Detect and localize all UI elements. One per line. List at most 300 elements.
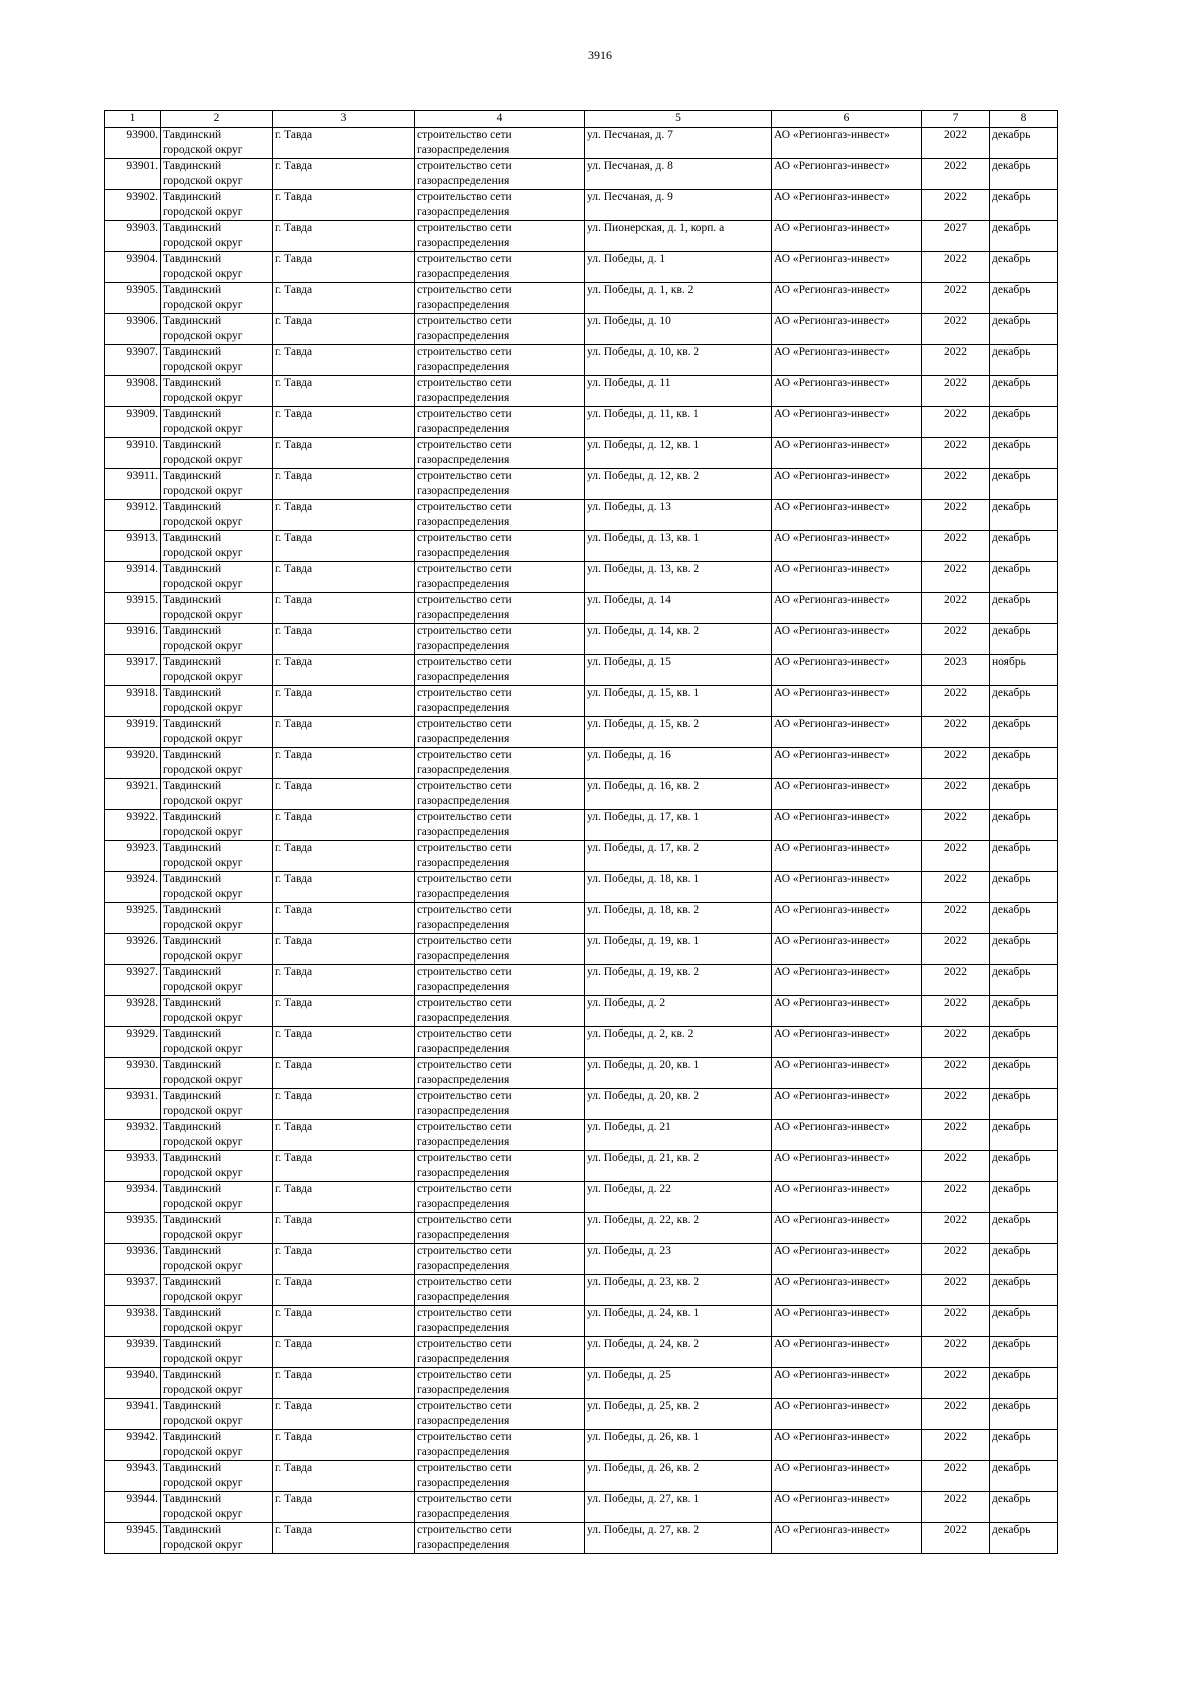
district-cell xyxy=(161,624,273,655)
district-name: Тавдинский xyxy=(163,656,222,668)
district-cell xyxy=(161,903,273,934)
work-type-line-1: строительство сети xyxy=(417,563,512,575)
organization-cell: АО «Регионгаз-инвест» xyxy=(772,1213,922,1244)
month-cell: декабрь xyxy=(990,159,1058,190)
work-type-line-2: газораспределения xyxy=(417,268,510,280)
district-cell xyxy=(161,1089,273,1120)
district-cell xyxy=(161,655,273,686)
table-row xyxy=(105,345,1058,376)
settlement-cell: г. Тавда xyxy=(273,376,415,407)
address-cell: ул. Победы, д. 21, кв. 2 xyxy=(585,1151,772,1182)
settlement-cell: г. Тавда xyxy=(273,934,415,965)
work-type-line-2: газораспределения xyxy=(417,733,510,745)
work-type-cell xyxy=(415,1275,585,1306)
district-type: городской округ xyxy=(163,1260,243,1272)
table-row xyxy=(105,438,1058,469)
district-cell xyxy=(161,128,273,159)
district-type: городской округ xyxy=(163,454,243,466)
work-type-cell xyxy=(415,1120,585,1151)
organization-cell: АО «Регионгаз-инвест» xyxy=(772,500,922,531)
district-cell xyxy=(161,996,273,1027)
address-cell: ул. Победы, д. 19, кв. 1 xyxy=(585,934,772,965)
address-cell: ул. Победы, д. 19, кв. 2 xyxy=(585,965,772,996)
district-type: городской округ xyxy=(163,206,243,218)
work-type-cell xyxy=(415,1430,585,1461)
row-number: 93908. xyxy=(105,376,161,407)
district-cell xyxy=(161,469,273,500)
row-number: 93930. xyxy=(105,1058,161,1089)
district-name: Тавдинский xyxy=(163,470,222,482)
table-row xyxy=(105,934,1058,965)
row-number: 93940. xyxy=(105,1368,161,1399)
settlement-cell: г. Тавда xyxy=(273,1275,415,1306)
organization-cell: АО «Регионгаз-инвест» xyxy=(772,1523,922,1554)
year-cell: 2022 xyxy=(922,283,990,314)
address-cell: ул. Победы, д. 16, кв. 2 xyxy=(585,779,772,810)
month-cell: декабрь xyxy=(990,345,1058,376)
settlement-cell: г. Тавда xyxy=(273,686,415,717)
district-name: Тавдинский xyxy=(163,1524,222,1536)
work-type-line-2: газораспределения xyxy=(417,547,510,559)
organization-cell: АО «Регионгаз-инвест» xyxy=(772,1368,922,1399)
address-cell: ул. Победы, д. 27, кв. 2 xyxy=(585,1523,772,1554)
district-type: городской округ xyxy=(163,1229,243,1241)
month-cell: декабрь xyxy=(990,624,1058,655)
work-type-cell xyxy=(415,996,585,1027)
district-cell xyxy=(161,1151,273,1182)
year-cell: 2022 xyxy=(922,562,990,593)
work-type-line-1: строительство сети xyxy=(417,1493,512,1505)
district-cell xyxy=(161,1213,273,1244)
year-cell: 2027 xyxy=(922,221,990,252)
row-number: 93939. xyxy=(105,1337,161,1368)
district-name: Тавдинский xyxy=(163,1059,222,1071)
address-cell: ул. Победы, д. 20, кв. 2 xyxy=(585,1089,772,1120)
organization-cell: АО «Регионгаз-инвест» xyxy=(772,314,922,345)
district-cell xyxy=(161,314,273,345)
row-number: 93927. xyxy=(105,965,161,996)
settlement-cell: г. Тавда xyxy=(273,159,415,190)
work-type-line-2: газораспределения xyxy=(417,330,510,342)
work-type-line-2: газораспределения xyxy=(417,454,510,466)
year-cell: 2022 xyxy=(922,903,990,934)
settlement-cell: г. Тавда xyxy=(273,748,415,779)
address-cell: ул. Победы, д. 27, кв. 1 xyxy=(585,1492,772,1523)
work-type-line-2: газораспределения xyxy=(417,175,510,187)
year-cell: 2022 xyxy=(922,500,990,531)
settlement-cell: г. Тавда xyxy=(273,996,415,1027)
settlement-cell: г. Тавда xyxy=(273,1337,415,1368)
work-type-cell xyxy=(415,407,585,438)
year-cell: 2022 xyxy=(922,1089,990,1120)
district-cell xyxy=(161,283,273,314)
table-row xyxy=(105,779,1058,810)
table-row xyxy=(105,221,1058,252)
district-cell xyxy=(161,376,273,407)
district-name: Тавдинский xyxy=(163,1183,222,1195)
work-type-line-1: строительство сети xyxy=(417,439,512,451)
district-cell xyxy=(161,159,273,190)
work-type-line-1: строительство сети xyxy=(417,811,512,823)
work-type-line-2: газораспределения xyxy=(417,702,510,714)
district-type: городской округ xyxy=(163,1198,243,1210)
work-type-line-2: газораспределения xyxy=(417,671,510,683)
address-cell: ул. Победы, д. 23 xyxy=(585,1244,772,1275)
month-cell: декабрь xyxy=(990,903,1058,934)
address-cell: ул. Победы, д. 23, кв. 2 xyxy=(585,1275,772,1306)
work-type-line-2: газораспределения xyxy=(417,423,510,435)
work-type-line-1: строительство сети xyxy=(417,1121,512,1133)
organization-cell: АО «Регионгаз-инвест» xyxy=(772,1120,922,1151)
work-type-line-1: строительство сети xyxy=(417,1245,512,1257)
address-cell: ул. Победы, д. 20, кв. 1 xyxy=(585,1058,772,1089)
month-cell: декабрь xyxy=(990,562,1058,593)
table-row xyxy=(105,1151,1058,1182)
settlement-cell: г. Тавда xyxy=(273,1523,415,1554)
address-cell: ул. Песчаная, д. 8 xyxy=(585,159,772,190)
month-cell: декабрь xyxy=(990,1461,1058,1492)
district-cell xyxy=(161,1430,273,1461)
district-cell xyxy=(161,500,273,531)
district-name: Тавдинский xyxy=(163,935,222,947)
month-cell: декабрь xyxy=(990,1523,1058,1554)
row-number: 93909. xyxy=(105,407,161,438)
row-number: 93933. xyxy=(105,1151,161,1182)
settlement-cell: г. Тавда xyxy=(273,252,415,283)
work-type-line-1: строительство сети xyxy=(417,1400,512,1412)
column-header-8: 8 xyxy=(990,111,1058,128)
table-row xyxy=(105,748,1058,779)
work-type-line-1: строительство сети xyxy=(417,687,512,699)
address-cell: ул. Победы, д. 22, кв. 2 xyxy=(585,1213,772,1244)
year-cell: 2022 xyxy=(922,1430,990,1461)
table-row xyxy=(105,1368,1058,1399)
district-name: Тавдинский xyxy=(163,1493,222,1505)
table-row xyxy=(105,593,1058,624)
row-number: 93936. xyxy=(105,1244,161,1275)
year-cell: 2022 xyxy=(922,748,990,779)
work-type-cell xyxy=(415,655,585,686)
work-type-cell xyxy=(415,1306,585,1337)
organization-cell: АО «Регионгаз-инвест» xyxy=(772,438,922,469)
settlement-cell: г. Тавда xyxy=(273,1368,415,1399)
work-type-cell xyxy=(415,128,585,159)
row-number: 93912. xyxy=(105,500,161,531)
work-type-line-1: строительство сети xyxy=(417,780,512,792)
row-number: 93945. xyxy=(105,1523,161,1554)
district-type: городской округ xyxy=(163,857,243,869)
district-type: городской округ xyxy=(163,1415,243,1427)
district-type: городской округ xyxy=(163,764,243,776)
month-cell: декабрь xyxy=(990,1151,1058,1182)
district-type: городской округ xyxy=(163,144,243,156)
table-row xyxy=(105,1306,1058,1337)
settlement-cell: г. Тавда xyxy=(273,872,415,903)
district-type: городской округ xyxy=(163,578,243,590)
district-cell xyxy=(161,1399,273,1430)
work-type-line-1: строительство сети xyxy=(417,718,512,730)
address-cell: ул. Победы, д. 25 xyxy=(585,1368,772,1399)
work-type-line-1: строительство сети xyxy=(417,470,512,482)
month-cell: декабрь xyxy=(990,407,1058,438)
month-cell: декабрь xyxy=(990,1058,1058,1089)
district-type: городской округ xyxy=(163,1539,243,1551)
settlement-cell: г. Тавда xyxy=(273,1306,415,1337)
row-number: 93941. xyxy=(105,1399,161,1430)
table-row xyxy=(105,159,1058,190)
row-number: 93929. xyxy=(105,1027,161,1058)
organization-cell: АО «Регионгаз-инвест» xyxy=(772,1089,922,1120)
work-type-line-1: строительство сети xyxy=(417,408,512,420)
month-cell: декабрь xyxy=(990,593,1058,624)
work-type-line-2: газораспределения xyxy=(417,392,510,404)
table-row xyxy=(105,1275,1058,1306)
organization-cell: АО «Регионгаз-инвест» xyxy=(772,221,922,252)
work-type-cell xyxy=(415,872,585,903)
work-type-cell xyxy=(415,1213,585,1244)
row-number: 93905. xyxy=(105,283,161,314)
month-cell: декабрь xyxy=(990,1027,1058,1058)
row-number: 93925. xyxy=(105,903,161,934)
district-cell xyxy=(161,841,273,872)
table-row xyxy=(105,1492,1058,1523)
work-type-line-2: газораспределения xyxy=(417,237,510,249)
settlement-cell: г. Тавда xyxy=(273,221,415,252)
organization-cell: АО «Регионгаз-инвест» xyxy=(772,717,922,748)
work-type-cell xyxy=(415,531,585,562)
organization-cell: АО «Регионгаз-инвест» xyxy=(772,1399,922,1430)
settlement-cell: г. Тавда xyxy=(273,562,415,593)
district-cell xyxy=(161,1058,273,1089)
year-cell: 2022 xyxy=(922,593,990,624)
year-cell: 2022 xyxy=(922,1244,990,1275)
table-row xyxy=(105,314,1058,345)
work-type-line-1: строительство сети xyxy=(417,656,512,668)
year-cell: 2022 xyxy=(922,686,990,717)
address-cell: ул. Победы, д. 11 xyxy=(585,376,772,407)
table-row xyxy=(105,1120,1058,1151)
row-number: 93906. xyxy=(105,314,161,345)
work-type-line-1: строительство сети xyxy=(417,501,512,513)
work-type-cell xyxy=(415,345,585,376)
work-type-cell xyxy=(415,624,585,655)
district-name: Тавдинский xyxy=(163,501,222,513)
organization-cell: АО «Регионгаз-инвест» xyxy=(772,810,922,841)
month-cell: декабрь xyxy=(990,1337,1058,1368)
district-name: Тавдинский xyxy=(163,904,222,916)
work-type-cell xyxy=(415,221,585,252)
district-type: городской округ xyxy=(163,919,243,931)
district-cell xyxy=(161,438,273,469)
district-type: городской округ xyxy=(163,1167,243,1179)
district-type: городской округ xyxy=(163,888,243,900)
district-name: Тавдинский xyxy=(163,997,222,1009)
district-cell xyxy=(161,934,273,965)
month-cell: декабрь xyxy=(990,1275,1058,1306)
organization-cell: АО «Регионгаз-инвест» xyxy=(772,872,922,903)
address-cell: ул. Победы, д. 24, кв. 1 xyxy=(585,1306,772,1337)
organization-cell: АО «Регионгаз-инвест» xyxy=(772,1027,922,1058)
address-cell: ул. Победы, д. 26, кв. 1 xyxy=(585,1430,772,1461)
settlement-cell: г. Тавда xyxy=(273,190,415,221)
settlement-cell: г. Тавда xyxy=(273,841,415,872)
work-type-line-2: газораспределения xyxy=(417,485,510,497)
settlement-cell: г. Тавда xyxy=(273,903,415,934)
organization-cell: АО «Регионгаз-инвест» xyxy=(772,376,922,407)
district-name: Тавдинский xyxy=(163,966,222,978)
row-number: 93902. xyxy=(105,190,161,221)
address-cell: ул. Победы, д. 25, кв. 2 xyxy=(585,1399,772,1430)
organization-cell: АО «Регионгаз-инвест» xyxy=(772,779,922,810)
work-type-line-1: строительство сети xyxy=(417,284,512,296)
district-type: городской округ xyxy=(163,1074,243,1086)
year-cell: 2022 xyxy=(922,1027,990,1058)
district-cell xyxy=(161,1337,273,1368)
district-type: городской округ xyxy=(163,1353,243,1365)
settlement-cell: г. Тавда xyxy=(273,500,415,531)
table-row xyxy=(105,376,1058,407)
column-header-5: 5 xyxy=(585,111,772,128)
address-cell: ул. Победы, д. 1 xyxy=(585,252,772,283)
organization-cell: АО «Регионгаз-инвест» xyxy=(772,1430,922,1461)
work-type-line-2: газораспределения xyxy=(417,1229,510,1241)
organization-cell: АО «Регионгаз-инвест» xyxy=(772,407,922,438)
address-cell: ул. Победы, д. 2 xyxy=(585,996,772,1027)
row-number: 93901. xyxy=(105,159,161,190)
settlement-cell: г. Тавда xyxy=(273,1182,415,1213)
address-cell: ул. Победы, д. 14, кв. 2 xyxy=(585,624,772,655)
organization-cell: АО «Регионгаз-инвест» xyxy=(772,965,922,996)
district-cell xyxy=(161,1027,273,1058)
work-type-line-1: строительство сети xyxy=(417,532,512,544)
work-type-line-1: строительство сети xyxy=(417,1214,512,1226)
table-header xyxy=(105,111,1058,128)
district-type: городской округ xyxy=(163,640,243,652)
row-number: 93907. xyxy=(105,345,161,376)
district-name: Тавдинский xyxy=(163,842,222,854)
district-name: Тавдинский xyxy=(163,873,222,885)
work-type-line-2: газораспределения xyxy=(417,1477,510,1489)
district-cell xyxy=(161,593,273,624)
district-type: городской округ xyxy=(163,950,243,962)
year-cell: 2022 xyxy=(922,128,990,159)
month-cell: декабрь xyxy=(990,1213,1058,1244)
work-type-line-2: газораспределения xyxy=(417,609,510,621)
year-cell: 2022 xyxy=(922,1151,990,1182)
month-cell: декабрь xyxy=(990,1120,1058,1151)
year-cell: 2022 xyxy=(922,624,990,655)
work-type-cell xyxy=(415,779,585,810)
district-cell xyxy=(161,748,273,779)
district-name: Тавдинский xyxy=(163,408,222,420)
settlement-cell: г. Тавда xyxy=(273,1399,415,1430)
settlement-cell: г. Тавда xyxy=(273,531,415,562)
work-type-cell xyxy=(415,1182,585,1213)
month-cell: ноябрь xyxy=(990,655,1058,686)
work-type-line-2: газораспределения xyxy=(417,1353,510,1365)
work-type-line-1: строительство сети xyxy=(417,904,512,916)
work-type-line-2: газораспределения xyxy=(417,1539,510,1551)
row-number: 93934. xyxy=(105,1182,161,1213)
work-type-cell xyxy=(415,283,585,314)
district-name: Тавдинский xyxy=(163,1431,222,1443)
work-type-line-1: строительство сети xyxy=(417,222,512,234)
month-cell: декабрь xyxy=(990,221,1058,252)
column-header-1: 1 xyxy=(105,111,161,128)
address-cell: ул. Победы, д. 10 xyxy=(585,314,772,345)
address-cell: ул. Победы, д. 17, кв. 1 xyxy=(585,810,772,841)
work-type-line-1: строительство сети xyxy=(417,594,512,606)
district-name: Тавдинский xyxy=(163,1245,222,1257)
work-type-cell xyxy=(415,1399,585,1430)
organization-cell: АО «Регионгаз-инвест» xyxy=(772,531,922,562)
table-row xyxy=(105,1027,1058,1058)
row-number: 93944. xyxy=(105,1492,161,1523)
work-type-line-2: газораспределения xyxy=(417,1322,510,1334)
work-type-cell xyxy=(415,469,585,500)
work-type-cell xyxy=(415,500,585,531)
work-type-line-1: строительство сети xyxy=(417,1338,512,1350)
row-number: 93918. xyxy=(105,686,161,717)
organization-cell: АО «Регионгаз-инвест» xyxy=(772,934,922,965)
work-type-line-1: строительство сети xyxy=(417,935,512,947)
work-type-line-1: строительство сети xyxy=(417,1183,512,1195)
month-cell: декабрь xyxy=(990,1492,1058,1523)
district-name: Тавдинский xyxy=(163,811,222,823)
district-type: городской округ xyxy=(163,1322,243,1334)
work-type-line-2: газораспределения xyxy=(417,361,510,373)
district-cell xyxy=(161,872,273,903)
address-cell: ул. Пионерская, д. 1, корп. а xyxy=(585,221,772,252)
work-type-cell xyxy=(415,562,585,593)
table-row xyxy=(105,872,1058,903)
district-name: Тавдинский xyxy=(163,1152,222,1164)
table-row xyxy=(105,655,1058,686)
district-cell xyxy=(161,562,273,593)
work-type-line-2: газораспределения xyxy=(417,1167,510,1179)
district-cell xyxy=(161,345,273,376)
row-number: 93942. xyxy=(105,1430,161,1461)
organization-cell: АО «Регионгаз-инвест» xyxy=(772,1337,922,1368)
month-cell: декабрь xyxy=(990,531,1058,562)
table-row xyxy=(105,1213,1058,1244)
work-type-line-1: строительство сети xyxy=(417,1090,512,1102)
table-row xyxy=(105,531,1058,562)
row-number: 93920. xyxy=(105,748,161,779)
settlement-cell: г. Тавда xyxy=(273,624,415,655)
district-type: городской округ xyxy=(163,392,243,404)
table-row xyxy=(105,1399,1058,1430)
work-type-cell xyxy=(415,159,585,190)
column-header-4: 4 xyxy=(415,111,585,128)
work-type-line-1: строительство сети xyxy=(417,346,512,358)
district-name: Тавдинский xyxy=(163,1090,222,1102)
row-number: 93903. xyxy=(105,221,161,252)
page-number: 3916 xyxy=(588,48,612,62)
row-number: 93922. xyxy=(105,810,161,841)
table-row xyxy=(105,1430,1058,1461)
district-name: Тавдинский xyxy=(163,1338,222,1350)
organization-cell: АО «Регионгаз-инвест» xyxy=(772,1058,922,1089)
district-name: Тавдинский xyxy=(163,253,222,265)
month-cell: декабрь xyxy=(990,283,1058,314)
district-name: Тавдинский xyxy=(163,284,222,296)
district-name: Тавдинский xyxy=(163,1121,222,1133)
month-cell: декабрь xyxy=(990,965,1058,996)
header-row xyxy=(105,111,1058,128)
settlement-cell: г. Тавда xyxy=(273,1151,415,1182)
table-row xyxy=(105,624,1058,655)
